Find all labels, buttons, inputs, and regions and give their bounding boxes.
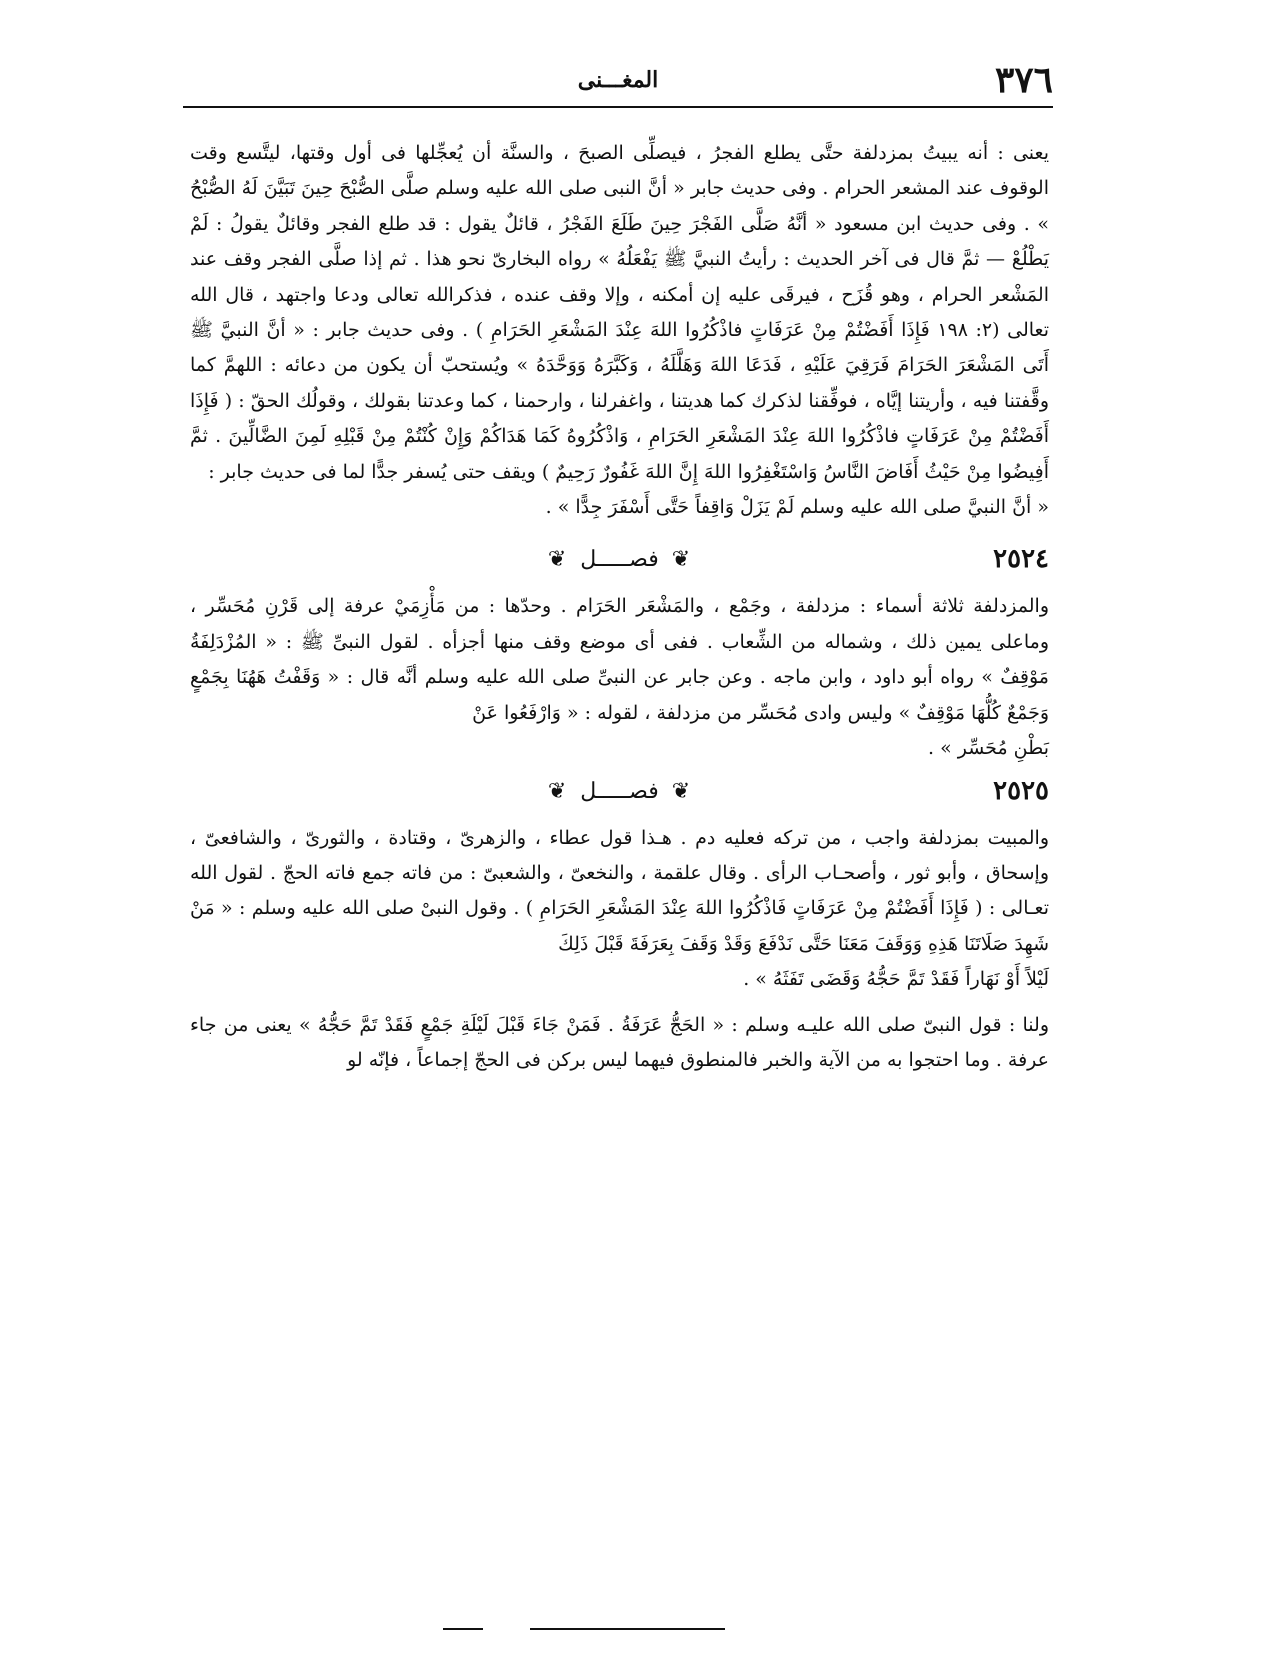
page-body <box>190 136 1049 1078</box>
paragraph-1-last-line: « أنَّ النبيَّ صلى الله عليه وسلم لَمْ يَزَلْ وَاقِفاً حَتَّى أَسْفَرَ جِدًّا » . <box>545 496 1049 519</box>
arabesque-ornament-icon: ❦ <box>547 778 568 804</box>
footer-rule <box>530 1628 725 1630</box>
paragraph-3-last-line: لَيْلاً أَوْ نَهَاراً فَقَدْ تَمَّ حَجُّهُ وَقَضَى تَفَثَهُ » . <box>743 968 1049 991</box>
arabesque-ornament-icon: ❦ <box>547 547 568 573</box>
footer-rule-short <box>443 1628 483 1630</box>
section-title: فصـــــل <box>580 547 659 573</box>
paragraph-2: والمزدلفة ثلاثة أسماء : مزدلفة ، وجَمْع ، والمَشْعَر الحَرَام . وحدّها : من مَأْزِمَيْ عرفة إلى قَرْنِ مُحَسِّر ، وماعلى يمين ذلك ، وشماله من الشِّعاب . ففى أى موضع وقف منها أجزأه . لقول النبىِّ ﷺ : « المُزْدَلِفَةُ مَوْقِفٌ » رواه أبو داود ، وابن ماجه . وعن جابر عن النبىِّ صلى الله عليه وسلم أنَّه قال : « وَقَفْتُ هَهُنَا بِجَمْعٍ وَجَمْعٌ كُلُّهَا مَوْقِفٌ » وليس وادى مُحَسِّر من مزدلفة ، لقوله : « وَارْفَعُوا عَنْ <box>190 595 1049 724</box>
paragraph-4: ولنا : قول النبىّ صلى الله عليـه وسلم : « الحَجُّ عَرَفَةُ . فَمَنْ جَاءَ قَبْلَ لَيْلَةِ جَمْعٍ فَقَدْ تَمَّ حَجُّهُ » يعنى من جاء عرفة . وما احتجوا به من الآية والخبر فالمنطوق فيهما ليس بركن فى الحجّ إجماعاً ، فإنّه لو <box>190 1013 1049 1071</box>
page-header <box>183 60 1053 106</box>
section-number: ٢٥٢٥ <box>993 775 1049 806</box>
section-title-group <box>190 545 1049 575</box>
paragraph-2-last-line: بَطْنِ مُحَسِّر » . <box>928 737 1049 760</box>
paragraph-1: يعنى : أنه يبيتُ بمزدلفة حتَّى يطلع الفجرُ ، فيصلِّى الصبحَ ، والسنَّة أن يُعجِّلها فى أول وقتها، ليتَّسع وقت الوقوف عند المشعر الحرام . وفى حديث جابر « أنَّ النبى صلى الله عليه وسلم صلَّى الصُّبْحَ حِينَ تَبَيَّنَ لَهُ الصُّبْحُ » . وفى حديث ابن مسعود « أنَّهُ صَلَّى الفَجْرَ حِينَ طَلَعَ الفَجْرُ ، قائلٌ يقول : قد طلع الفجر وقائلٌ يقولُ : لَمْ يَطْلُعْ — ثمَّ قال فى آخر الحديث : رأيتُ النبيَّ ﷺ يَفْعَلُهُ » رواه البخارىّ نحو هذا . ثم إذا صلَّى الفجر وقف عند المَشْعر الحرام ، وهو قُزَح ، فيرقَى عليه إن أمكنه ، وإلا وقف عنده ، فذكرالله تعالى ودعا واجتهد ، قال الله تعالى (٢: ١٩٨ فَإِذَا أَفَضْتُمْ مِنْ عَرَفَاتٍ فاذْكُرُوا اللهَ عِنْدَ المَشْعَرِ الحَرَامِ ) . وفى حديث جابر : « أنَّ النبيَّ ﷺ أَتَى المَشْعَرَ الحَرَامَ فَرَقِيَ عَلَيْهِ ، فَدَعَا اللهَ وَهَلَّلَهُ ، وَكَبَّرَهُ وَوَحَّدَهُ » ويُستحبّ أن يكون من دعائه : اللهمَّ كما وقَّفتنا فيه ، وأريتنا إيَّاه ، فوفِّقنا لذكرك كما هديتنا ، واغفرلنا ، وارحمنا ، كما وعدتنا بقولك ، وقولُك الحقّ : ( فَإِذَا أَفَضْتُمْ مِنْ عَرَفَاتٍ فاذْكُرُوا اللهَ عِنْدَ المَشْعَرِ الحَرَامِ ، وَاذْكُرُوهُ كَمَا هَدَاكُمْ وَإِنْ كُنْتُمْ مِنْ قَبْلِهِ لَمِنَ الضَّالِّينَ . ثمَّ أَفِيضُوا مِنْ حَيْثُ أَفَاضَ النَّاسُ وَاسْتَغْفِرُوا اللهَ إِنَّ اللهَ غَفُورٌ رَحِيمٌ ) ويقف حتى يُسفر جدًّا لما فى حديث جابر : <box>190 142 1049 483</box>
page-number: ٣٧٦ <box>994 59 1053 101</box>
header-rule <box>183 106 1053 108</box>
section-number: ٢٥٢٤ <box>993 544 1049 575</box>
section-heading-2525 <box>190 769 1049 815</box>
section-title-group <box>190 777 1049 807</box>
paragraph-3: والمبيت بمزدلفة واجب ، من تركه فعليه دم . هـذا قول عطاء ، والزهرىّ ، وقتادة ، والثورىّ ، والشافعىّ ، وإسحاق ، وأبو ثور ، وأصحـاب الرأى . وقال علقمة ، والنخعىّ ، والشعبىّ : من فاته جمع فاته الحجّ . لقول الله تعـالى : ( فَإِذَا أَفَضْتُمْ مِنْ عَرَفَاتٍ فَاذْكُرُوا اللهَ عِنْدَ المَشْعَرِ الحَرَامِ ) . وقول النبىْ صلى الله عليه وسلم : « مَنْ شَهِدَ صَلَاتَنَا هَذِهِ وَوَقَفَ مَعَنَا حَتَّى نَدْفَعَ وَقَدْ وَقَفَ بِعَرَفَةَ قَبْلَ ذَلِكَ <box>190 826 1049 955</box>
section-title: فصـــــل <box>580 778 659 804</box>
arabesque-ornament-icon: ❦ <box>671 547 692 573</box>
arabesque-ornament-icon: ❦ <box>671 778 692 804</box>
running-title: المغـــنى <box>577 67 659 93</box>
section-heading-2524 <box>190 537 1049 583</box>
